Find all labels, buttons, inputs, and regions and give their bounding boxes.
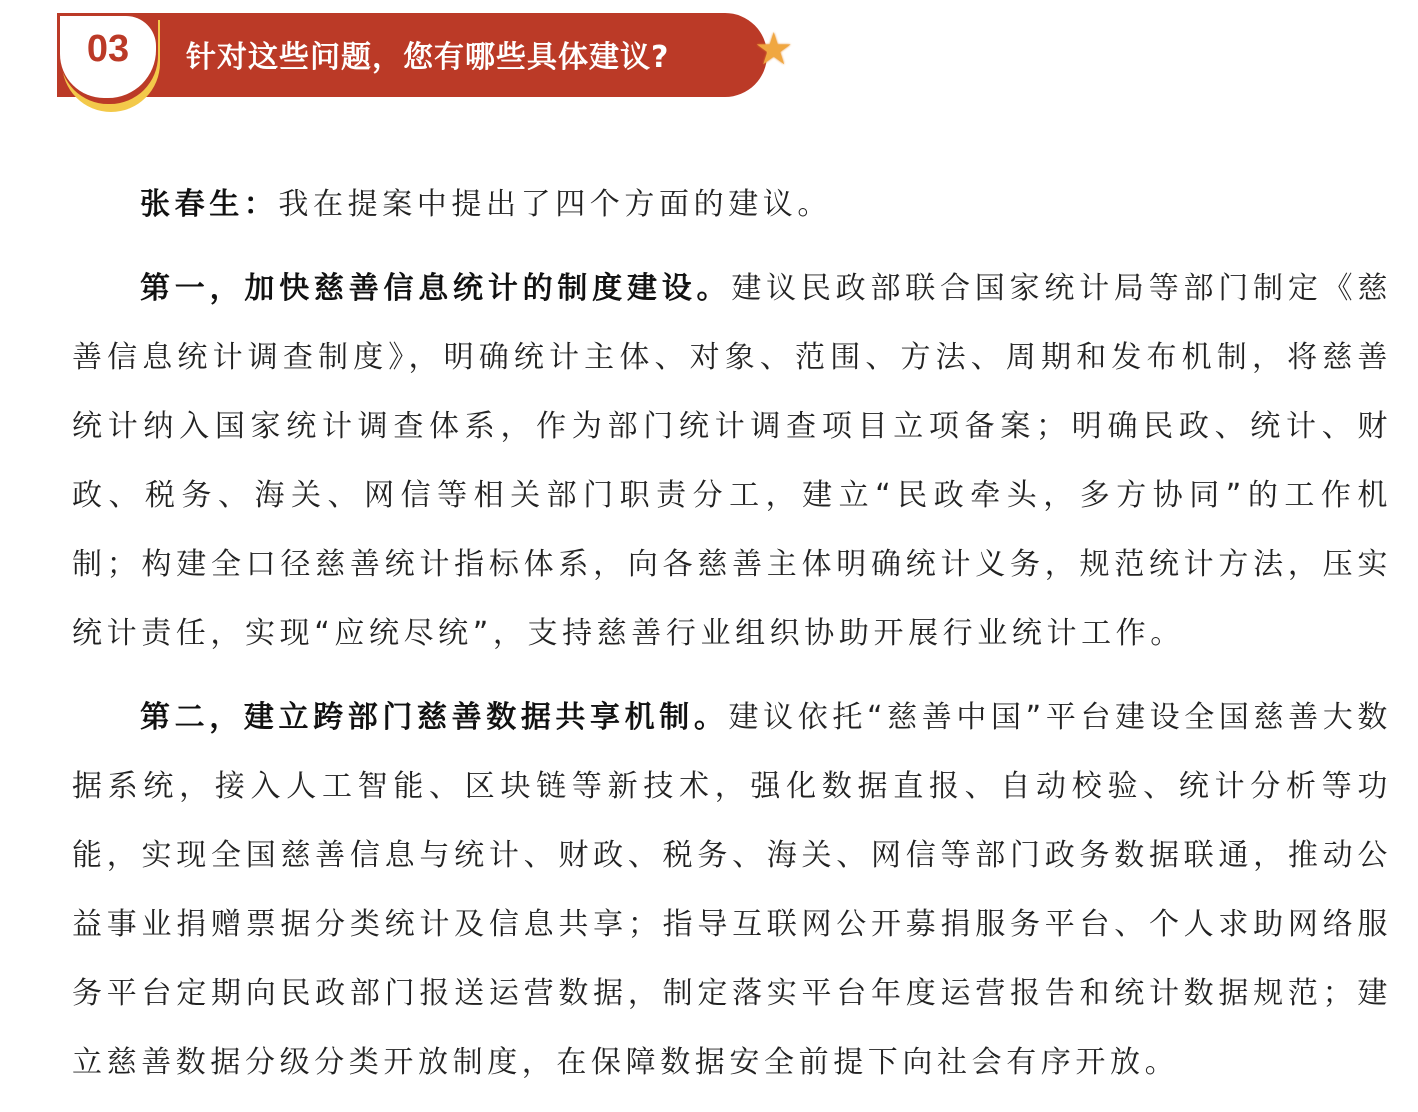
star-icon: ★: [754, 24, 794, 75]
section-title: 针对这些问题，您有哪些具体建议?: [186, 40, 670, 75]
paragraph-first: [72, 254, 1392, 668]
speaker-name: 张春生：: [140, 187, 279, 222]
intro-paragraph: [72, 170, 1392, 239]
section-number: 03: [86, 28, 130, 70]
paragraph-second: [72, 683, 1392, 1097]
paragraph-body: 建议民政部联合国家统计局等部门制定《慈善信息统计调查制度》，明确统计主体、对象、范围、方法、周期和发布机制，将慈善统计纳入国家统计调查体系，作为部门统计调查项目立项备案；明确民政、统计、财政、税务、海关、网信等相关部门职责分工，建立“民政牵头，多方协同”的工作机制；构建全口径慈善统计指标体系，向各慈善主体明确统计义务，规范统计方法，压实统计责任，实现“应统尽统”，支持慈善行业组织协助开展行业统计工作。: [72, 271, 1392, 651]
paragraph-lead: 第一，加快慈善信息统计的制度建设。: [140, 271, 732, 306]
article-body: [72, 170, 1392, 1112]
paragraph-lead: 第二，建立跨部门慈善数据共享机制。: [140, 700, 729, 735]
paragraph-body: 建议依托“慈善中国”平台建设全国慈善大数据系统，接入人工智能、区块链等新技术，强化数据直报、自动校验、统计分析等功能，实现全国慈善信息与统计、财政、税务、海关、网信等部门政务数据联通，推动公益事业捐赠票据分类统计及信息共享；指导互联网公开募捐服务平台、个人求助网络服务平台定期向民政部门报送运营数据，制定落实平台年度运营报告和统计数据规范；建立慈善数据分级分类开放制度，在保障数据安全前提下向社会有序开放。: [72, 700, 1393, 1080]
intro-text: 我在提案中提出了四个方面的建议。: [278, 187, 833, 222]
